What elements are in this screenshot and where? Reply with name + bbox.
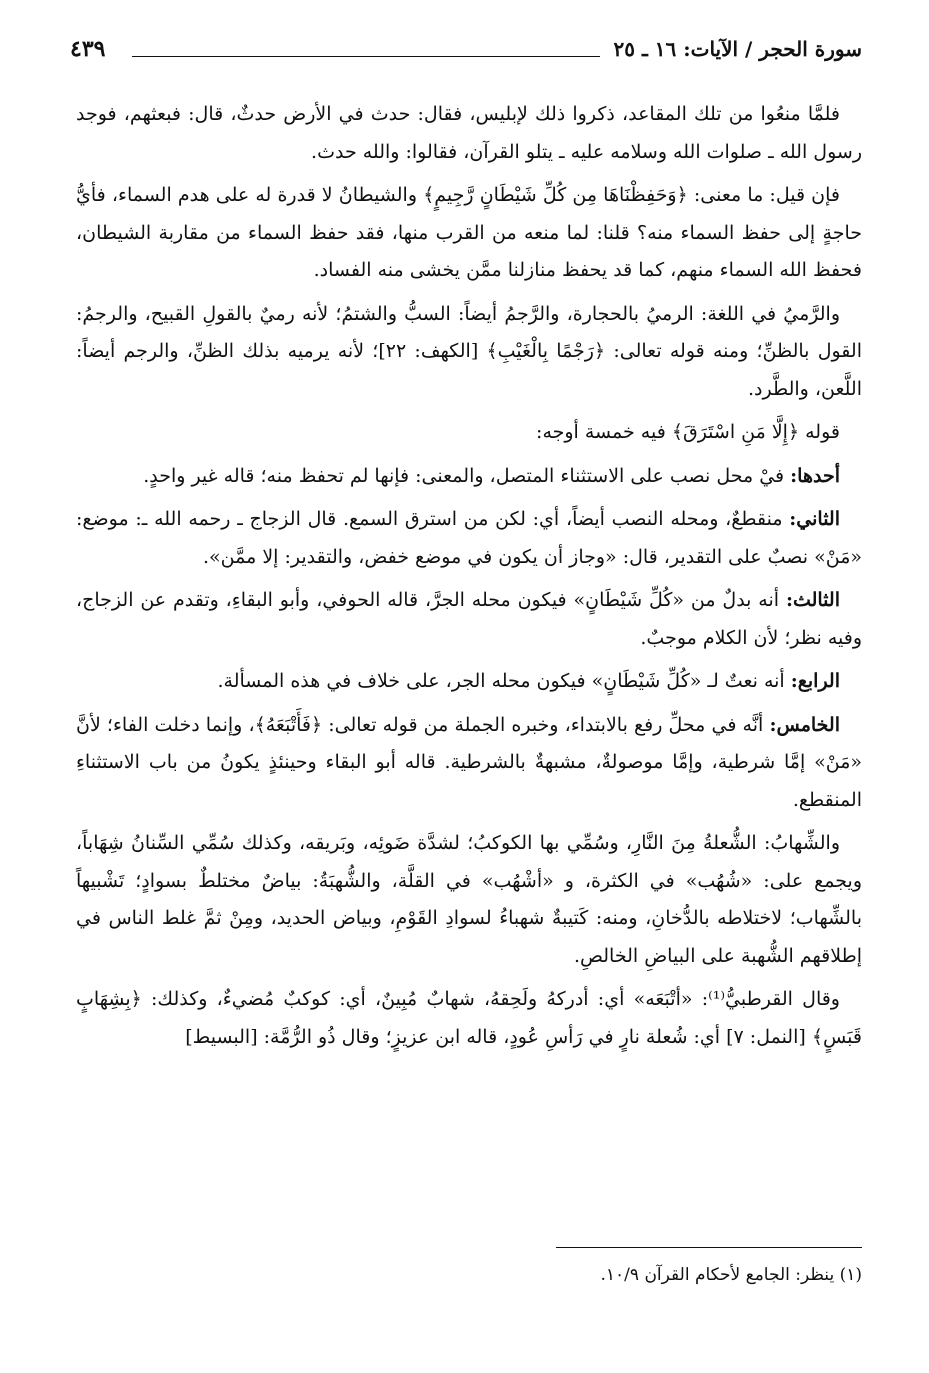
paragraph: والشِّهابُ: الشُّعلةُ مِنَ النَّارِ، وسُمِّي بها الكوكبُ؛ لشدَّة ضَوئِه، وبَريقه، وكذلك سُمِّي السِّنانُ شِهَاباً، ويجمع على: «شُهُب» في الكثرة، و «أشْهُب» في القلَّة، والشُّهبَةُ: بياضٌ مختلطٌ بسوادٍ؛ تَشْبيهاً بالشِّهاب؛ لاختلاطه بالدُّخانِ، ومنه: كَتيبةٌ شهباءُ لسوادِ القَوْمِ، وبياض الحديد، ومِنْ ثمَّ غلط الناس في إطلاقهم الشُّهبة على البياضِ الخالصِ.	[76, 832, 862, 967]
header-rule	[132, 56, 600, 57]
paragraph: وقال القرطبيُّ⁽¹⁾: «أتْبَعَه» أي: أدركهُ ولَحِقهُ، شهابٌ مُبِينٌ، أي: كوكبٌ مُضيءٌ، وكذلك: ﴿بِشِهَابٍ قَبَسٍ﴾ [النمل: ٧] أي: شُعلة نارٍ في رَأسِ عُودٍ، قاله ابن عزيزٍ؛ وقال ذُو الرُّمَّة: [البسيط]	[76, 988, 862, 1048]
paragraph: الثاني: منقطعٌ، ومحله النصب أيضاً، أي: لكن من استرق السمع. قال الزجاج ـ رحمه الله ـ: موضع: «مَنْ» نصبٌ على التقدير، قال: «وجاز أن يكون في موضع خفض، والتقدير: إلا ممَّن».	[76, 508, 862, 568]
paragraph-lead: الخامس:	[769, 713, 840, 736]
footnote: (١) ينظر: الجامع لأحكام القرآن ١٠/٩.	[600, 1265, 862, 1285]
page-header	[70, 34, 862, 74]
body-text	[76, 96, 862, 1062]
paragraph-lead: الثالث:	[785, 589, 840, 611]
footnote-rule	[556, 1247, 862, 1248]
paragraph-lead: الثاني:	[789, 508, 840, 530]
running-head: سورة الحجر / الآيات: ١٦ ـ ٢٥	[613, 37, 862, 61]
paragraph: فإن قيل: ما معنى: ﴿وَحَفِظْنَاهَا مِن كُلِّ شَيْطَانٍ رَّجِيمٍ﴾ والشيطانُ لا قدرة له على هدم السماء، فأيُّ حاجةٍ إلى حفظ السماء منه؟ قلنا: لما منعه من القرب منها، فقد حفظ السماء من مقاربة الشيطان، فحفظ الله السماء منهم، كما قد يحفظ منازلنا ممَّن يخشى منه الفساد.	[76, 184, 862, 281]
paragraph: قوله ﴿إِلَّا مَنِ اسْتَرَقَ﴾ فيه خمسة أوجه:	[536, 421, 840, 443]
paragraph: أحدها: فيْ محل نصب على الاستثناء المتصل، والمعنى: فإنها لم تحفظ منه؛ قاله غير واحدٍ.	[143, 464, 840, 487]
paragraph-lead: الرابع:	[790, 670, 840, 692]
page-number: ٤٣٩	[70, 36, 106, 62]
paragraph: الرابع: أنه نعتٌ لـ «كُلِّ شَيْطَانٍ» فيكون محله الجر، على خلاف في هذه المسألة.	[217, 670, 840, 692]
paragraph: فلمَّا منعُوا من تلك المقاعد، ذكروا ذلك لإبليس، فقال: حدث في الأرض حدثٌ، قال: فبعثهم، فوجد رسول الله ـ صلوات الله وسلامه عليه ـ يتلو القرآن، فقالوا: والله حدث.	[76, 103, 862, 163]
paragraph-lead: أحدها:	[790, 464, 840, 487]
paragraph: الخامس: أنَّه في محلِّ رفع بالابتداء، وخبره الجملة من قوله تعالى: ﴿فَأَتْبَعَهُ﴾، وإنما دخلت الفاء؛ لأنَّ «مَنْ» إمَّا شرطية، وإمَّا موصولةٌ، مشبهةٌ بالشرطية. قاله أبو البقاء وحينئذٍ يكونُ من باب الاستثناءِ المنقطع.	[76, 713, 862, 811]
paragraph: الثالث: أنه بدلٌ من «كُلِّ شَيْطَانٍ» فيكون محله الجرَّ، قاله الحوفي، وأبو البقاءِ، وتقدم عن الزجاج، وفيه نظر؛ لأن الكلام موجبٌ.	[76, 589, 862, 649]
paragraph: والرَّميُ في اللغة: الرميُ بالحجارة، والرَّجمُ أيضاً: السبُّ والشتمُ؛ لأنه رميٌ بالقولِ القبيح، والرجمُ: القول بالظنِّ؛ ومنه قوله تعالى: ﴿رَجْمًا بِالْغَيْبِ﴾ [الكهف: ٢٢]؛ لأنه يرميه بذلك الظنِّ، والرجم أيضاً: اللَّعن، والطَّرد.	[76, 302, 862, 400]
